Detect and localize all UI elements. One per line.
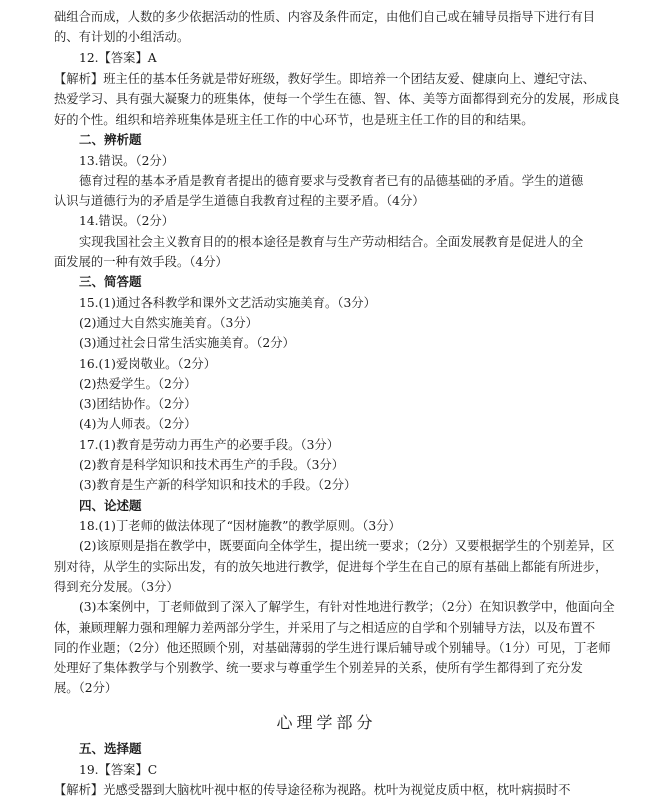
text-line: (2)通过大自然实施美育。（3分） xyxy=(79,316,258,330)
text-line: 的、有计划的小组活动。 xyxy=(54,30,190,44)
text-line: (2)该原则是指在教学中，既要面向全体学生，提出统一要求；（2分）又要根据学生的个别差异，区 xyxy=(79,539,615,553)
answer-13: 13.错误。（2分） xyxy=(79,154,175,168)
text-line: 础组合而成，人数的多少依据活动的性质、内容及条件而定，由他们自己或在辅导员指导下进行有目 xyxy=(54,10,596,24)
section-heading-multiple-choice: 五、选择题 xyxy=(79,741,142,756)
text-line: 别对待，从学生的实际出发，有的放矢地进行教学，促进每个学生在自己的原有基础上都能有所进步， xyxy=(54,560,608,574)
text-line: (3)教育是生产新的科学知识和技术的手段。（2分） xyxy=(79,478,357,492)
section-heading-discrimination: 二、辨析题 xyxy=(79,132,142,147)
text-line: 体，兼顾理解力强和理解力差两部分学生，并采用了与之相适应的自学和个别辅导方法，以及布置不 xyxy=(54,621,596,635)
text-line: 热爱学习、具有强大凝聚力的班集体，使每一个学生在德、智、体、美等方面都得到充分的发展，形成良 xyxy=(54,92,620,106)
text-line: (2)教育是科学知识和技术再生产的手段。（3分） xyxy=(79,458,345,472)
answer-17: 17.(1)教育是劳动力再生产的必要手段。（3分） xyxy=(79,438,339,452)
section-heading-short-answer: 三、简答题 xyxy=(79,274,142,289)
answer-19: 19.【答案】C xyxy=(79,763,158,777)
part-title-psychology: 心理学部分 xyxy=(276,713,377,732)
text-line: 认识与道德行为的矛盾是学生道德自我教育过程的主要矛盾。（4分） xyxy=(54,194,425,208)
text-line: (3)本案例中，丁老师做到了深入了解学生，有针对性地进行教学；（2分）在知识教学中，他面向全 xyxy=(79,600,615,614)
section-heading-essay: 四、论述题 xyxy=(79,498,142,513)
answer-15: 15.(1)通过各科教学和课外文艺活动实施美育。（3分） xyxy=(79,296,376,310)
text-line: 德育过程的基本矛盾是教育者提出的德育要求与受教育者已有的品德基础的矛盾。学生的道德 xyxy=(79,174,584,188)
text-line: 好的个性。组织和培养班集体是班主任工作的中心环节，也是班主任工作的目的和结果。 xyxy=(54,113,534,127)
answer-12: 12.【答案】A xyxy=(79,51,157,65)
text-line: 面发展的一种有效手段。（4分） xyxy=(54,255,228,269)
text-line: (3)团结协作。（2分） xyxy=(79,397,197,411)
text-line: 同的作业题；（2分）他还照顾个别，对基础薄弱的学生进行课后辅导或个别辅导。（1分）可见，丁老师 xyxy=(54,641,611,655)
text-line: (4)为人师表。（2分） xyxy=(79,417,197,431)
answer-14: 14.错误。（2分） xyxy=(79,214,175,228)
text-line: 得到充分发展。（3分） xyxy=(54,580,179,594)
answer-18: 18.(1)丁老师的做法体现了“因材施教”的教学原则。（3分） xyxy=(79,519,401,533)
text-line: 展。（2分） xyxy=(54,681,118,695)
answer-16: 16.(1)爱岗敬业。（2分） xyxy=(79,357,217,371)
analysis-12: 【解析】班主任的基本任务就是带好班级，教好学生。即培养一个团结友爱、健康向上、遵纪守法、 xyxy=(54,72,596,86)
text-line: (3)通过社会日常生活实施美育。（2分） xyxy=(79,336,295,350)
text-line: 处理好了集体教学与个别教学、统一要求与尊重学生个别差异的关系，使所有学生都得到了充分发 xyxy=(54,661,583,675)
analysis-19: 【解析】光感受器到大脑枕叶视中枢的传导途径称为视路。枕叶为视觉皮质中枢，枕叶病损时不 xyxy=(54,783,571,797)
text-line: 实现我国社会主义教育目的的根本途径是教育与生产劳动相结合。全面发展教育是促进人的全 xyxy=(79,235,584,249)
text-line: (2)热爱学生。（2分） xyxy=(79,377,197,391)
